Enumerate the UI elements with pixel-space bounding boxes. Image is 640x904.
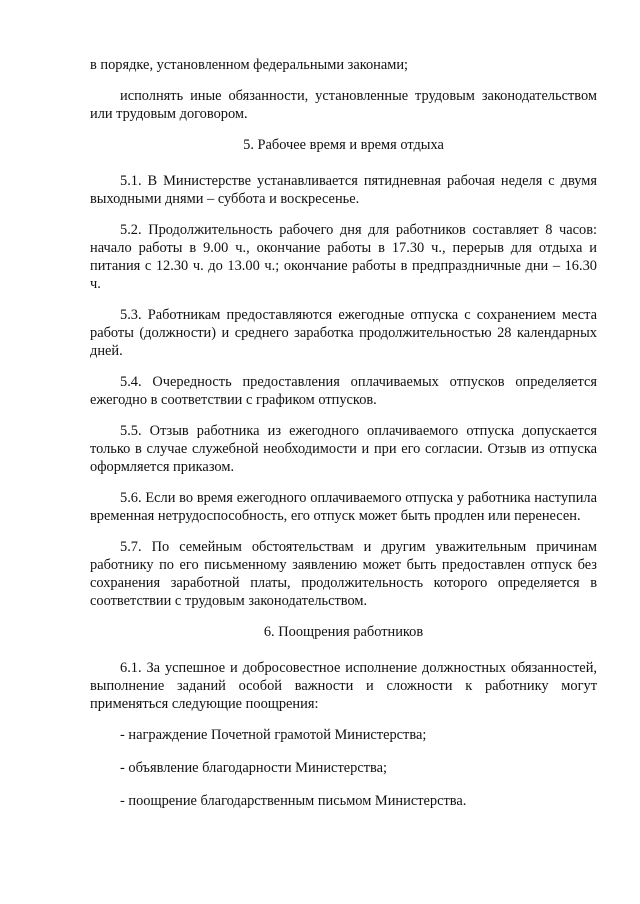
paragraph-5-3: 5.3. Работникам предоставляются ежегодные отпуска с сохранением места работы (должности) и среднего заработка продолжительностью 28 календарных дней. [90,307,597,359]
paragraph-continuation: в порядке, установленном федеральными законами; [90,57,409,73]
paragraph-5-6: 5.6. Если во время ежегодного оплачиваемого отпуска у работника наступила временная нетрудоспособность, его отпуск может быть продлен или перенесен. [90,490,597,524]
document-page [90,56,597,825]
list-item-award-certificate: - награждение Почетной грамотой Министерства; [120,727,427,743]
paragraph-6-1: 6.1. За успешное и добросовестное исполнение должностных обязанностей, выполнение заданий особой важности и сложности к работнику могут применяться следующие поощрения: [90,660,597,712]
paragraph-5-5: 5.5. Отзыв работника из ежегодного оплачиваемого отпуска допускается только в случае служебной необходимости и при его согласии. Отзыв из отпуска оформляется приказом. [90,423,597,475]
section-heading-6: 6. Поощрения работников [263,624,424,640]
paragraph-5-4: 5.4. Очередность предоставления оплачиваемых отпусков определяется ежегодно в соответствии с графиком отпусков. [90,374,597,408]
paragraph-5-2: 5.2. Продолжительность рабочего дня для работников составляет 8 часов: начало работы в 9.00 ч., окончание работы в 17.30 ч., перерыв для отдыха и питания с 12.30 ч. до 13.00 ч.; окончание работы в предпраздничные дни – 16.30 ч. [90,222,597,292]
list-item-gratitude: - объявление благодарности Министерства; [120,760,387,776]
section-heading-5: 5. Рабочее время и время отдыха [243,137,444,153]
paragraph-other-duties: исполнять иные обязанности, установленные трудовым законодательством или трудовым договором. [90,88,597,122]
paragraph-5-7: 5.7. По семейным обстоятельствам и другим уважительным причинам работнику по его письменному заявлению может быть предоставлен отпуск без сохранения заработной платы, продолжительность которого определяется в соответствии с трудовым законодательством. [90,539,597,609]
list-item-thank-you-letter: - поощрение благодарственным письмом Министерства. [120,793,467,809]
paragraph-5-1: 5.1. В Министерстве устанавливается пятидневная рабочая неделя с двумя выходными днями – суббота и воскресенье. [90,173,597,207]
